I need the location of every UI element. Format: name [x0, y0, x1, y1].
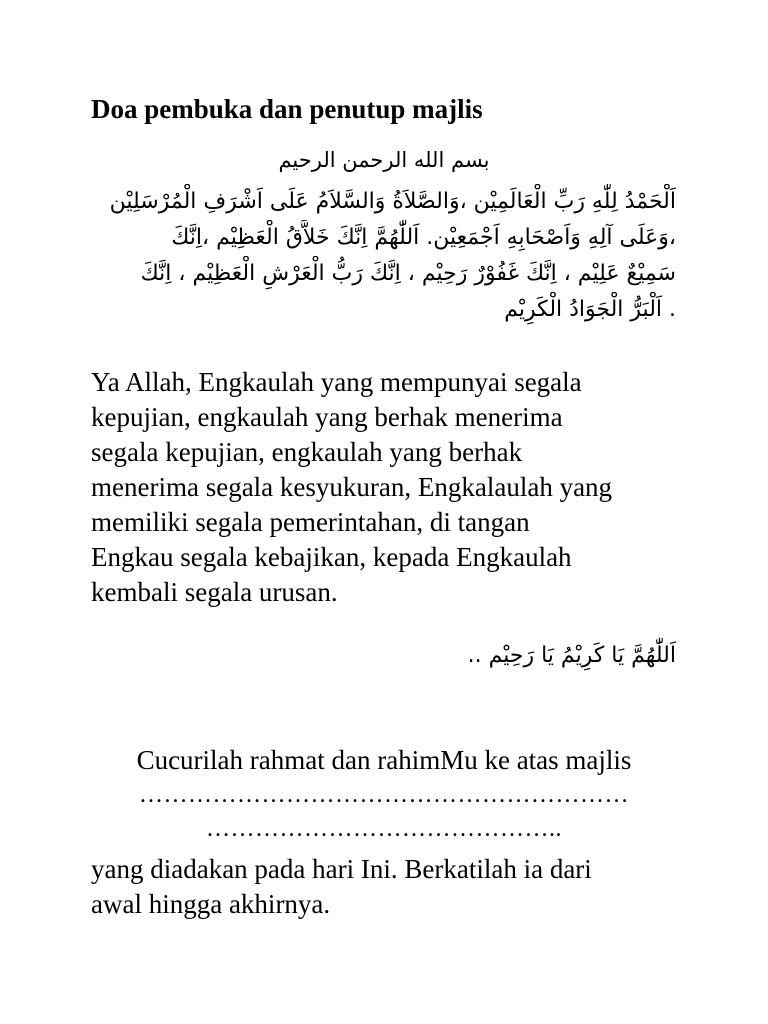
- malay-line-5: memiliki segala pemerintahan, di tangan: [91, 507, 530, 537]
- malay-line-6: Engkau segala kebajikan, kepada Engkaulah: [91, 542, 572, 572]
- malay-line-4: menerima segala kesyukuran, Engkalaulah yang: [91, 472, 613, 502]
- short-arabic-doa: اَللّٰهُمَّ يَا كَرِيْمُ يَا رَحِيْم ..: [467, 643, 676, 668]
- basmala-line: بسم الله الرحمن الرحيم: [278, 148, 490, 172]
- malay-line-2: kepujian, engkaulah yang berhak menerima: [91, 402, 563, 432]
- arabic-line-2: ،وَعَلَى آلِهِ وَاَصْحَابِهِ اَجْمَعِيْن. اَللّٰهُمَّ اِنَّكَ خَلاَّقُ الْعَظِيْم ،اِنَّكَ: [171, 225, 676, 250]
- dotted-fill-line-1: ……………………………………………………: [139, 782, 629, 808]
- arabic-doa-block: [91, 184, 676, 328]
- malay-line-7: kembali segala urusan.: [91, 577, 338, 607]
- closing-paragraph-line-1: yang diadakan pada hari Ini. Berkatilah ia dari: [91, 854, 592, 884]
- closing-paragraph-line-2: awal hingga akhirnya.: [91, 889, 331, 919]
- arabic-line-3: سَمِيْعٌ عَلِيْم ، اِنَّكَ غَفُوْرٌ رَحِيْم ، اِنَّكَ رَبُّ الْعَرْشِ الْعَظِيْم ، اِنَّكَ: [140, 261, 676, 286]
- arabic-line-1: اَلْحَمْدُ لِلّٰهِ رَبِّ الْعَالَمِيْن ،وَالصَّلاَةُ وَالسَّلاَمُ عَلَى اَشْرَفِ الْمُرْسَلِيْن: [109, 189, 676, 214]
- dotted-fill-line-2: ……………………………………..: [206, 816, 562, 842]
- closing-line: Cucurilah rahmat dan rahimMu ke atas majlis: [136, 745, 632, 775]
- malay-translation-block: [91, 365, 691, 610]
- closing-centered-block: [0, 743, 768, 846]
- document-title: Doa pembuka dan penutup majlis: [91, 94, 483, 124]
- malay-line-3: segala kepujian, engkaulah yang berhak: [91, 437, 523, 467]
- arabic-line-4: . اَلْبَرُّ الْجَوَادُ الْكَرِيْم: [504, 297, 676, 322]
- closing-paragraph: [91, 852, 691, 922]
- malay-line-1: Ya Allah, Engkaulah yang mempunyai segala: [91, 367, 582, 397]
